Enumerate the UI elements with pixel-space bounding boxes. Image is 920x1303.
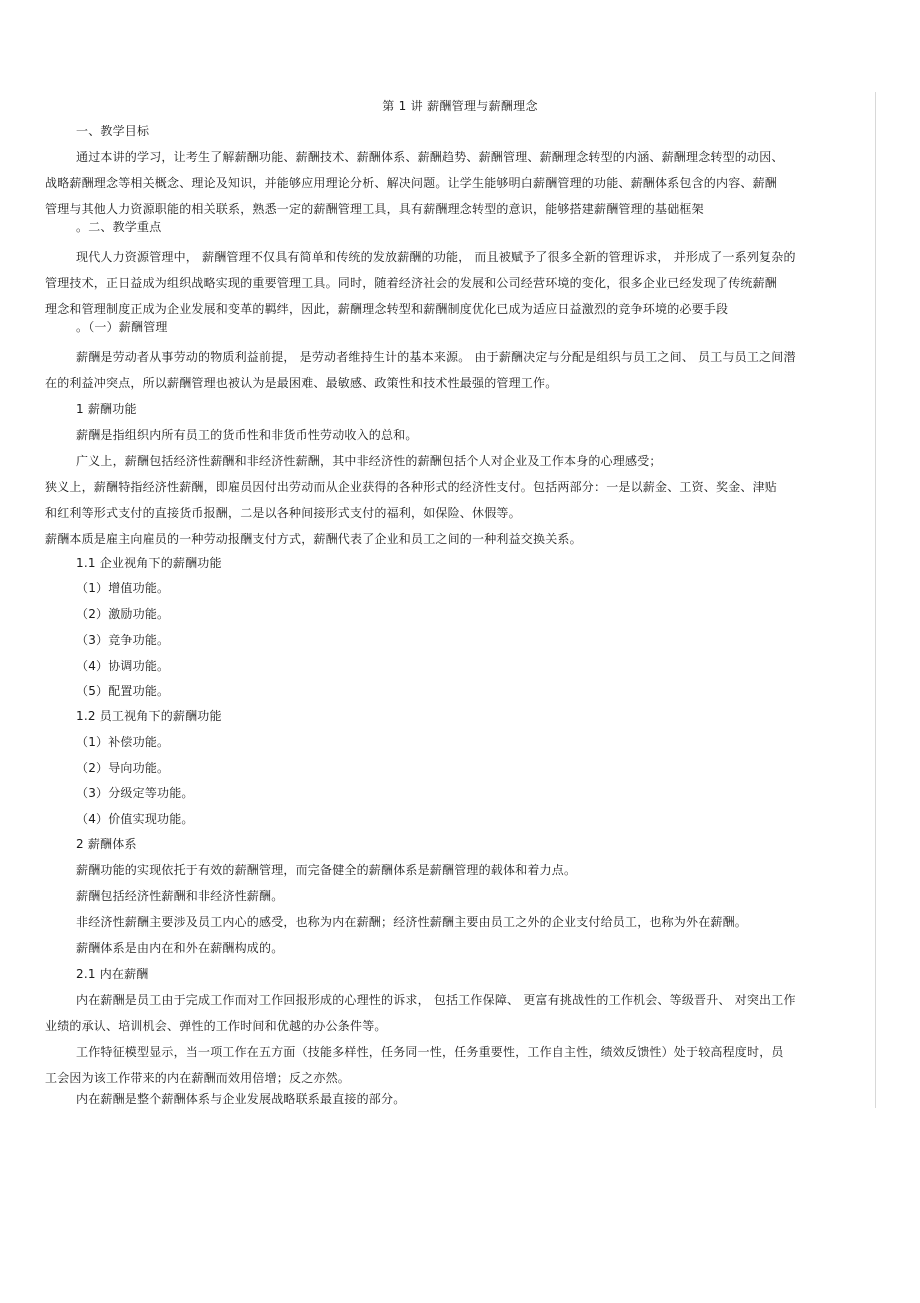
- numbered-heading: 1.2 员工视角下的薪酬功能: [76, 709, 222, 723]
- paragraph-line: 内在薪酬是整个薪酬体系与企业发展战略联系最直接的部分。: [76, 1092, 406, 1106]
- subsection-heading: 。（一）薪酬管理: [76, 320, 168, 334]
- paragraph-line: 薪酬包括经济性薪酬和非经济性薪酬。: [76, 889, 284, 903]
- numbered-heading: 1.1 企业视角下的薪酬功能: [76, 556, 222, 570]
- paragraph-line: 薪酬是劳动者从事劳动的物质利益前提， 是劳动者维持生计的基本来源。 由于薪酬决定与分配是组织与员工之间、 员工与员工之间潜: [76, 350, 796, 364]
- numbered-heading: 1 薪酬功能: [76, 402, 137, 416]
- paragraph-line: 内在薪酬是员工由于完成工作而对工作回报形成的心理性的诉求， 包括工作保障、 更富有挑战性的工作机会、等级晋升、 对突出工作: [76, 993, 796, 1007]
- numbered-heading: 2.1 内在薪酬: [76, 967, 149, 981]
- paragraph-line: 工会因为该工作带来的内在薪酬而效用倍增；反之亦然。: [45, 1071, 351, 1085]
- paragraph-line: 业绩的承认、培训机会、弹性的工作时间和优越的办公条件等。: [45, 1019, 387, 1033]
- paragraph-line: 工作特征模型显示，当一项工作在五方面（技能多样性，任务同一性，任务重要性，工作自主性，绩效反馈性）处于较高程度时，员: [76, 1045, 784, 1059]
- paragraph-line: 管理与其他人力资源职能的相关联系，熟悉一定的薪酬管理工具，具有薪酬理念转型的意识，能够搭建薪酬管理的基础框架: [45, 202, 704, 216]
- paragraph-line: 广义上，薪酬包括经济性薪酬和非经济性薪酬，其中非经济性的薪酬包括个人对企业及工作本身的心理感受；: [76, 454, 662, 468]
- list-item: （5）配置功能。: [76, 684, 170, 698]
- paragraph-line: 管理技术，正日益成为组织战略实现的重要管理工具。同时，随着经济社会的发展和公司经营环境的变化，很多企业已经发现了传统薪酬: [45, 276, 778, 290]
- paragraph-line: 薪酬本质是雇主向雇员的一种劳动报酬支付方式，薪酬代表了企业和员工之间的一种利益交换关系。: [45, 532, 582, 546]
- paragraph-line: 非经济性薪酬主要涉及员工内心的感受，也称为内在薪酬；经济性薪酬主要由员工之外的企业支付给员工，也称为外在薪酬。: [76, 915, 748, 929]
- list-item: （2）激励功能。: [76, 607, 170, 621]
- list-item: （3）分级定等功能。: [76, 786, 194, 800]
- list-item: （3）竞争功能。: [76, 633, 170, 647]
- paragraph-line: 现代人力资源管理中， 薪酬管理不仅具有简单和传统的发放薪酬的功能， 而且被赋予了很多全新的管理诉求， 并形成了一系列复杂的: [76, 250, 796, 264]
- paragraph-line: 战略薪酬理念等相关概念、理论及知识，并能够应用理论分析、解决问题。让学生能够明白薪酬管理的功能、薪酬体系包含的内容、薪酬: [45, 176, 778, 190]
- page-title: 第 1 讲 薪酬管理与薪酬理念: [382, 99, 538, 113]
- section-heading-key-points: 。二、教学重点: [76, 220, 162, 234]
- paragraph-line: 薪酬是指组织内所有员工的货币性和非货币性劳动收入的总和。: [76, 428, 418, 442]
- paragraph-line: 在的利益冲突点，所以薪酬管理也被认为是最困难、最敏感、政策性和技术性最强的管理工作。: [45, 376, 558, 390]
- paragraph-line: 和红利等形式支付的直接货币报酬，二是以各种间接形式支付的福利，如保险、休假等。: [45, 506, 521, 520]
- list-item: （4）价值实现功能。: [76, 812, 194, 826]
- paragraph-line: 狭义上，薪酬特指经济性薪酬，即雇员因付出劳动而从企业获得的各种形式的经济性支付。包括两部分：一是以薪金、工资、奖金、津贴: [45, 480, 778, 494]
- list-item: （2）导向功能。: [76, 761, 170, 775]
- list-item: （4）协调功能。: [76, 659, 170, 673]
- list-item: （1）增值功能。: [76, 581, 170, 595]
- numbered-heading: 2 薪酬体系: [76, 837, 137, 851]
- paragraph-line: 薪酬功能的实现依托于有效的薪酬管理，而完备健全的薪酬体系是薪酬管理的载体和着力点。: [76, 863, 577, 877]
- list-item: （1）补偿功能。: [76, 735, 170, 749]
- paragraph-line: 薪酬体系是由内在和外在薪酬构成的。: [76, 941, 284, 955]
- page-margin-line: [875, 92, 876, 1108]
- section-heading-objectives: 一、教学目标: [76, 124, 150, 138]
- paragraph-line: 理念和管理制度正成为企业发展和变革的羁绊，因此，薪酬理念转型和薪酬制度优化已成为适应日益激烈的竞争环境的必要手段: [45, 302, 729, 316]
- paragraph-line: 通过本讲的学习，让考生了解薪酬功能、薪酬技术、薪酬体系、薪酬趋势、薪酬管理、薪酬理念转型的内涵、薪酬理念转型的动因、: [76, 150, 784, 164]
